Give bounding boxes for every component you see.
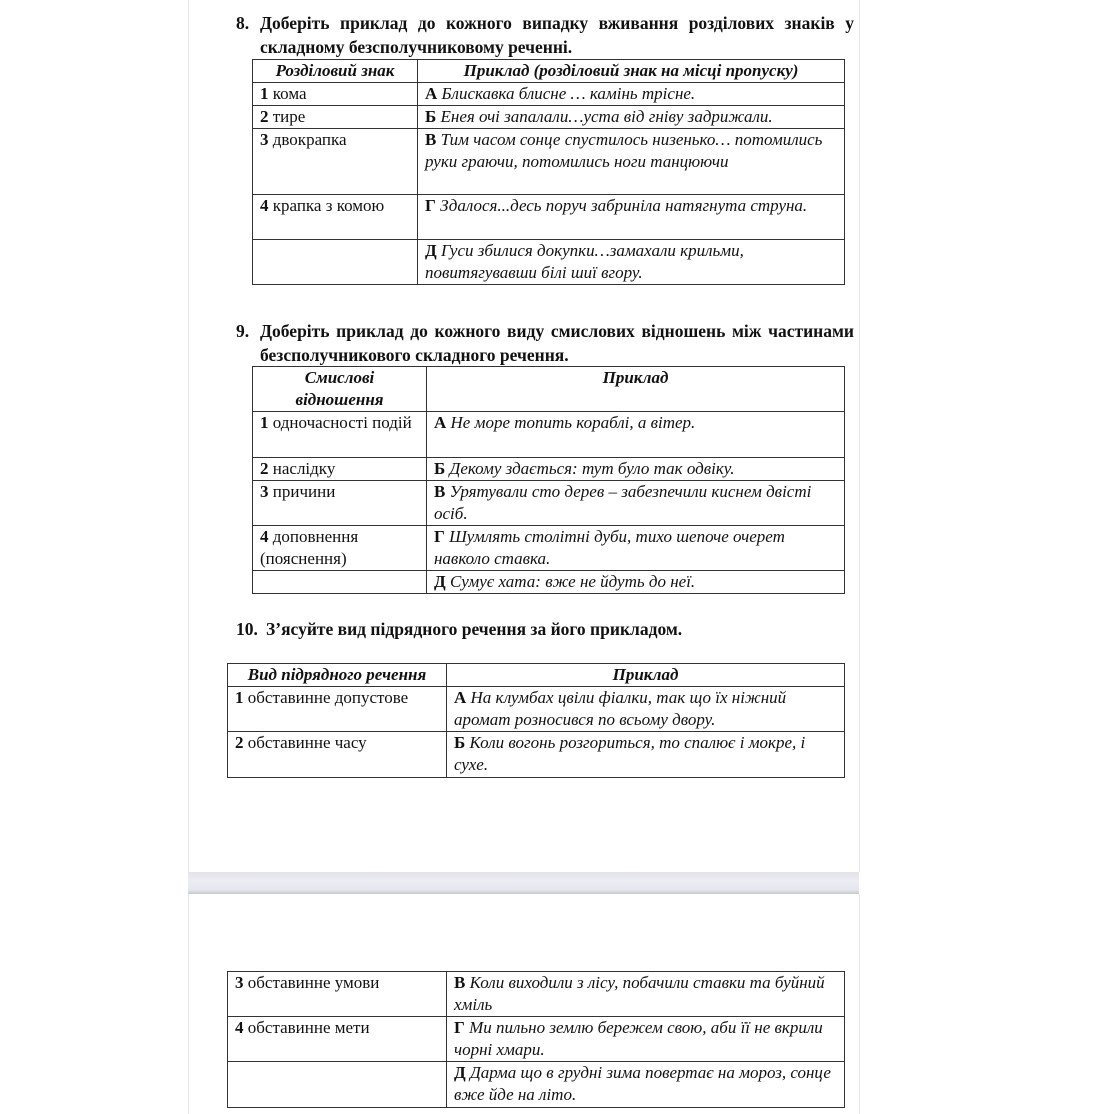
table-row bbox=[253, 106, 845, 129]
item-label: крапка з комою bbox=[272, 196, 385, 215]
question-number: 10. bbox=[236, 619, 258, 639]
option-letter: А bbox=[454, 688, 467, 707]
table-row bbox=[228, 687, 845, 732]
table-q9 bbox=[252, 366, 845, 594]
question-number: 8. bbox=[236, 13, 250, 33]
option-letter: Б bbox=[434, 459, 446, 478]
category-cell bbox=[228, 732, 447, 778]
table-row bbox=[253, 412, 845, 458]
example-cell bbox=[427, 571, 845, 594]
option-letter: А bbox=[434, 413, 447, 432]
table-q8 bbox=[252, 59, 845, 285]
example-text: Дарма що в грудні зима повертає на мороз, сонце вже йде на літо. bbox=[454, 1063, 831, 1104]
option-letter: Г bbox=[425, 196, 436, 215]
item-label: причини bbox=[272, 482, 336, 501]
page-separator bbox=[188, 872, 859, 894]
example-text: На клумбах цвіли фіалки, так що їх ніжний аромат розносився по всьому двору. bbox=[454, 688, 787, 729]
item-label: обставинне мети bbox=[247, 1018, 370, 1037]
example-cell bbox=[447, 732, 845, 778]
item-number: 2 bbox=[260, 107, 269, 126]
example-cell bbox=[418, 129, 845, 195]
table-header-row bbox=[253, 60, 845, 83]
item-label: обставинне умови bbox=[247, 973, 380, 992]
option-letter: Д bbox=[454, 1063, 466, 1082]
item-number: 4 bbox=[260, 527, 269, 546]
example-text: Гуси збилися докупки…замахали крильми, повитягувавши білі шиї вгору. bbox=[425, 241, 744, 282]
item-number: 4 bbox=[235, 1018, 244, 1037]
item-number: 1 bbox=[260, 413, 269, 432]
column-header: Вид підрядного речення bbox=[228, 664, 447, 687]
question-10 bbox=[236, 617, 854, 641]
category-cell bbox=[253, 83, 418, 106]
item-label: двокрапка bbox=[272, 130, 347, 149]
category-cell bbox=[253, 458, 427, 481]
example-cell bbox=[427, 481, 845, 526]
item-number: 1 bbox=[235, 688, 244, 707]
item-number: 3 bbox=[235, 973, 244, 992]
question-8 bbox=[236, 11, 854, 59]
example-cell bbox=[427, 412, 845, 458]
table-row bbox=[253, 571, 845, 594]
category-cell bbox=[228, 972, 447, 1017]
item-number: 3 bbox=[260, 482, 269, 501]
item-label: кома bbox=[272, 84, 307, 103]
example-cell bbox=[427, 526, 845, 571]
example-cell bbox=[418, 195, 845, 240]
option-letter: Б bbox=[454, 733, 466, 752]
table-header-row bbox=[253, 367, 845, 412]
category-cell bbox=[253, 106, 418, 129]
column-header: Приклад bbox=[427, 367, 845, 412]
item-number: 3 bbox=[260, 130, 269, 149]
column-header: Приклад (розділовий знак на місці пропуску) bbox=[418, 60, 845, 83]
question-number: 9. bbox=[236, 321, 250, 341]
item-number: 2 bbox=[260, 459, 269, 478]
option-letter: Г bbox=[434, 527, 445, 546]
table-row bbox=[253, 481, 845, 526]
item-label: тире bbox=[272, 107, 306, 126]
category-cell bbox=[253, 195, 418, 240]
option-letter: В bbox=[454, 973, 466, 992]
example-text: Урятували сто дерев – забезпечили киснем двісті осіб. bbox=[434, 482, 812, 523]
example-cell bbox=[447, 1062, 845, 1108]
table-row bbox=[228, 972, 845, 1017]
column-header: Приклад bbox=[447, 664, 845, 687]
category-cell bbox=[253, 481, 427, 526]
column-header: Розділовий знак bbox=[253, 60, 418, 83]
example-text: Тим часом сонце спустилось низенько… потомились руки граючи, потомились ноги танцюючи bbox=[425, 130, 823, 171]
example-cell bbox=[447, 687, 845, 732]
category-cell bbox=[253, 412, 427, 458]
table-row bbox=[253, 83, 845, 106]
example-text: Шумлять столітні дуби, тихо шепоче очерет навколо ставка. bbox=[434, 527, 785, 568]
item-label: наслідку bbox=[272, 459, 336, 478]
table-row bbox=[228, 1017, 845, 1062]
option-letter: Д bbox=[434, 572, 446, 591]
question-text: Доберіть приклад до кожного виду смислових відношень між частинами безсполучникового складного речення. bbox=[260, 321, 854, 365]
table-header-row bbox=[228, 664, 845, 687]
category-cell bbox=[228, 1017, 447, 1062]
item-label: доповнення (пояснення) bbox=[260, 527, 359, 568]
option-letter: Б bbox=[425, 107, 437, 126]
example-text: Декому здається: тут було так одвіку. bbox=[449, 459, 735, 478]
example-text: Не море топить кораблі, а вітер. bbox=[450, 413, 696, 432]
item-label: обставинне часу bbox=[247, 733, 367, 752]
example-cell bbox=[447, 1017, 845, 1062]
option-letter: В bbox=[425, 130, 437, 149]
item-number: 4 bbox=[260, 196, 269, 215]
example-text: Сумує хата: вже не йдуть до неї. bbox=[449, 572, 696, 591]
example-cell bbox=[418, 106, 845, 129]
table-q10-part1 bbox=[227, 663, 845, 778]
table-q10-part2 bbox=[227, 971, 845, 1108]
option-letter: Г bbox=[454, 1018, 465, 1037]
example-text: Коли виходили з лісу, побачили ставки та буйний хміль bbox=[454, 973, 825, 1014]
option-letter: Д bbox=[425, 241, 437, 260]
category-cell bbox=[253, 571, 427, 594]
example-text: Здалося...десь поруч забриніла натягнута струна. bbox=[440, 196, 808, 215]
category-cell bbox=[253, 129, 418, 195]
table-row bbox=[228, 732, 845, 778]
example-cell bbox=[427, 458, 845, 481]
example-text: Коли вогонь розгориться, то спалює і мокре, і сухе. bbox=[454, 733, 806, 774]
example-text: Ми пильно землю бережем свою, аби її не вкрили чорні хмари. bbox=[454, 1018, 823, 1059]
table-row bbox=[253, 240, 845, 285]
table-row bbox=[253, 129, 845, 195]
table-row bbox=[253, 458, 845, 481]
category-cell bbox=[228, 687, 447, 732]
option-letter: А bbox=[425, 84, 438, 103]
item-label: обставинне допустове bbox=[247, 688, 409, 707]
category-cell bbox=[228, 1062, 447, 1108]
category-cell bbox=[253, 240, 418, 285]
item-number: 2 bbox=[235, 733, 244, 752]
question-text: Доберіть приклад до кожного випадку вживання розділових знаків у складному безсполучниковому реченні. bbox=[260, 13, 854, 57]
item-number: 1 bbox=[260, 84, 269, 103]
example-cell bbox=[447, 972, 845, 1017]
table-row bbox=[228, 1062, 845, 1108]
example-cell bbox=[418, 240, 845, 285]
table-row bbox=[253, 526, 845, 571]
question-9 bbox=[236, 319, 854, 367]
table-row bbox=[253, 195, 845, 240]
example-text: Енея очі запалали…уста від гніву задрижали. bbox=[440, 107, 773, 126]
question-text: З’ясуйте вид підрядного речення за його прикладом. bbox=[266, 619, 683, 639]
item-label: одночасності подій bbox=[272, 413, 412, 432]
option-letter: В bbox=[434, 482, 446, 501]
column-header: Смислові відношення bbox=[253, 367, 427, 412]
example-cell bbox=[418, 83, 845, 106]
category-cell bbox=[253, 526, 427, 571]
example-text: Блискавка блисне … камінь трісне. bbox=[441, 84, 696, 103]
